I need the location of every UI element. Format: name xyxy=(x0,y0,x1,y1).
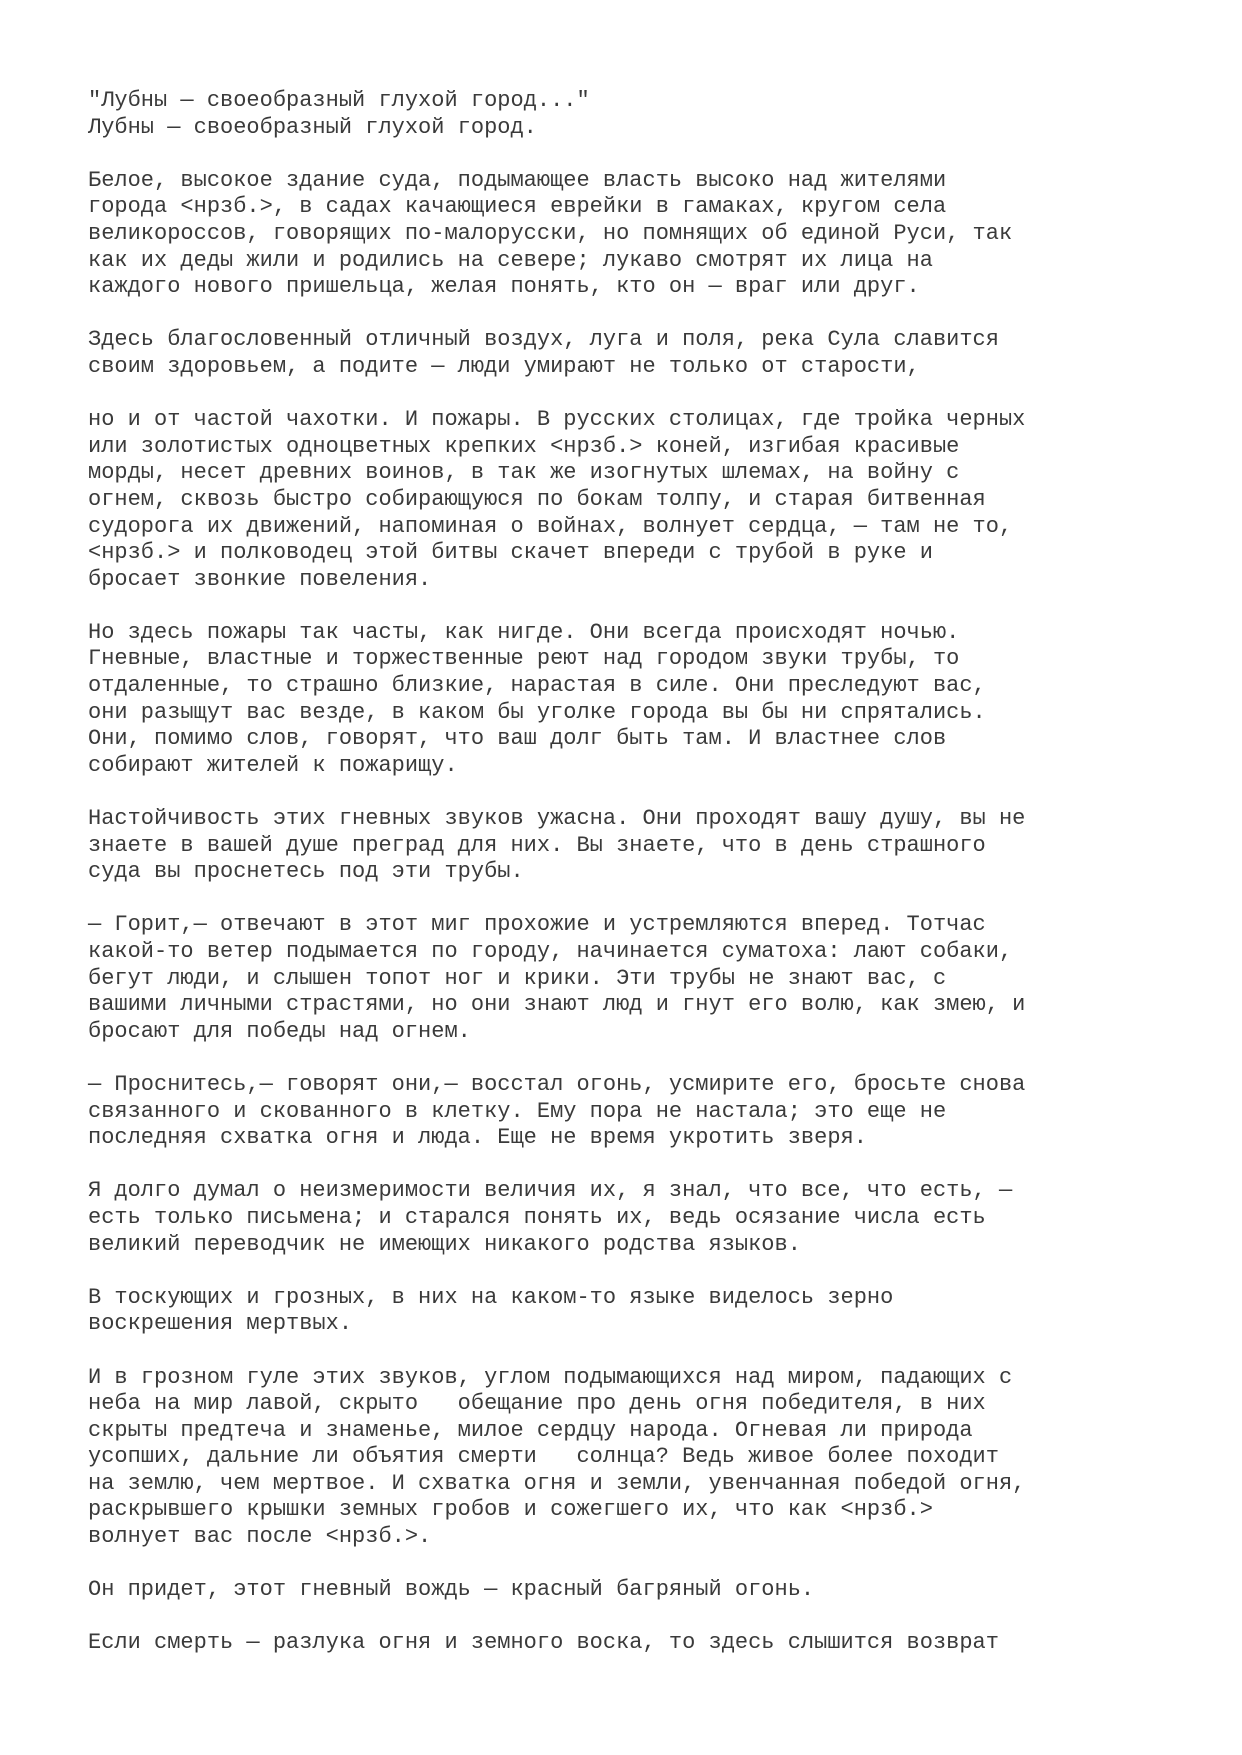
text-line: морды, несет древних воинов, в так же изогнутых шлемах, на войну с xyxy=(88,460,960,486)
text-line: Он придет, этот гневный вождь — красный багряный огонь. xyxy=(88,1577,815,1603)
text-line: но и от частой чахотки. И пожары. В русских столицах, где тройка черных xyxy=(88,407,1026,433)
text-line: воскрешения мертвых. xyxy=(88,1311,353,1337)
text-line: отдаленные, то страшно близкие, нарастая в силе. Они преследуют вас, xyxy=(88,673,986,699)
paragraph-8 xyxy=(88,1178,1208,1258)
paragraph-4 xyxy=(88,620,1208,780)
text-line: Гневные, властные и торжественные реют над городом звуки трубы, то xyxy=(88,646,960,672)
text-line: на землю, чем мертвое. И схватка огня и земли, увенчанная победой огня, xyxy=(88,1470,1026,1496)
text-line: Если смерть — разлука огня и земного воска, то здесь слышится возврат xyxy=(88,1630,999,1656)
text-line: суда вы проснетесь под эти трубы. xyxy=(88,859,524,885)
text-line: огнем, сквозь быстро собирающуюся по бокам толпу, и старая битвенная xyxy=(88,486,986,512)
text-line: Но здесь пожары так часты, как нигде. Они всегда происходят ночью. xyxy=(88,619,960,645)
text-line: как их деды жили и родились на севере; лукаво смотрят их лица на xyxy=(88,247,933,273)
document-page xyxy=(88,88,1208,1684)
text-line: — Проснитесь,— говорят они,— восстал огонь, усмирите его, бросьте снова xyxy=(88,1071,1026,1097)
paragraph-9 xyxy=(88,1285,1208,1338)
text-line: есть только письмена; и старался понять их, ведь осязание числа есть xyxy=(88,1204,986,1230)
heading-first-sentence: Лубны — своеобразный глухой город. xyxy=(88,114,537,140)
text-line: Настойчивость этих гневных звуков ужасна. Они проходят вашу душу, вы не xyxy=(88,806,1026,832)
text-line: какой-то ветер подымается по городу, начинается суматоха: лают собаки, xyxy=(88,939,1013,964)
paragraph-2 xyxy=(88,327,1208,380)
text-line: волнует вас после <нрзб.>. xyxy=(88,1524,432,1550)
paragraph-7 xyxy=(88,1072,1208,1152)
text-line: собирают жителей к пожарищу. xyxy=(88,752,458,778)
text-line: <нрзб.> и полководец этой битвы скачет впереди с трубой в руке и xyxy=(88,540,933,566)
text-line: последняя схватка огня и люда. Еще не время укротить зверя. xyxy=(88,1125,867,1151)
text-line: каждого нового пришельца, желая понять, кто он — враг или друг. xyxy=(88,274,920,300)
paragraph-10 xyxy=(88,1365,1208,1551)
text-line: В тоскующих и грозных, в них на каком-то языке виделось зерно xyxy=(88,1284,894,1310)
text-line: великий переводчик не имеющих никакого родства языков. xyxy=(88,1231,801,1257)
text-line: — Горит,— отвечают в этот миг прохожие и устремляются вперед. Тотчас xyxy=(88,912,986,938)
paragraph-11 xyxy=(88,1577,1208,1604)
text-line: бегут люди, и слышен топот ног и крики. Эти трубы не знают вас, с xyxy=(88,965,947,991)
text-line: усопших, дальние ли объятия смерти солнца? Ведь живое более походит xyxy=(88,1444,999,1470)
text-line: скрыты предтеча и знаменье, милое сердцу народа. Огневая ли природа xyxy=(88,1417,973,1443)
text-line: бросает звонкие повеления. xyxy=(88,566,432,592)
text-line: бросают для победы над огнем. xyxy=(88,1018,471,1044)
text-line: раскрывшего крышки земных гробов и сожегшего их, что как <нрзб.> xyxy=(88,1497,933,1523)
text-line: великороссов, говорящих по-малорусски, но помнящих об единой Руси, так xyxy=(88,220,1013,246)
paragraph-1 xyxy=(88,168,1208,301)
text-line: своим здоровьем, а подите — люди умирают не только от старости, xyxy=(88,353,920,379)
text-line: вашими личными страстями, но они знают люд и гнут его волю, как змею, и xyxy=(88,992,1026,1018)
text-line: неба на мир лавой, скрыто обещание про день огня победителя, в них xyxy=(88,1391,986,1417)
text-line: Здесь благословенный отличный воздух, луга и поля, река Сула славится xyxy=(88,327,999,353)
text-line: И в грозном гуле этих звуков, углом подымающихся над миром, падающих с xyxy=(88,1364,1013,1390)
text-line: Я долго думал о неизмеримости величия их, я знал, что все, что есть, — xyxy=(88,1178,1013,1204)
document-heading xyxy=(88,88,1208,141)
text-line: знаете в вашей душе преград для них. Вы знаете, что в день страшного xyxy=(88,832,986,858)
heading-quoted-title: "Лубны — своеобразный глухой город..." xyxy=(88,88,590,113)
paragraph-12 xyxy=(88,1630,1208,1657)
paragraph-5 xyxy=(88,806,1208,886)
text-line: Белое, высокое здание суда, подымающее власть высоко над жителями xyxy=(88,167,947,193)
text-line: Они, помимо слов, говорят, что ваш долг быть там. И властнее слов xyxy=(88,726,947,752)
text-line: или золотистых одноцветных крепких <нрзб.> коней, изгибая красивые xyxy=(88,433,960,459)
text-line: они разыщут вас везде, в каком бы уголке города вы бы ни спрятались. xyxy=(88,699,986,725)
text-line: судорога их движений, напоминая о войнах, волнует сердца, — там не то, xyxy=(88,513,1013,539)
text-line: связанного и скованного в клетку. Ему пора не настала; это еще не xyxy=(88,1098,947,1124)
text-line: города <нрзб.>, в садах качающиеся еврейки в гамаках, кругом села xyxy=(88,194,947,220)
paragraph-3 xyxy=(88,407,1208,593)
paragraph-6 xyxy=(88,912,1208,1045)
